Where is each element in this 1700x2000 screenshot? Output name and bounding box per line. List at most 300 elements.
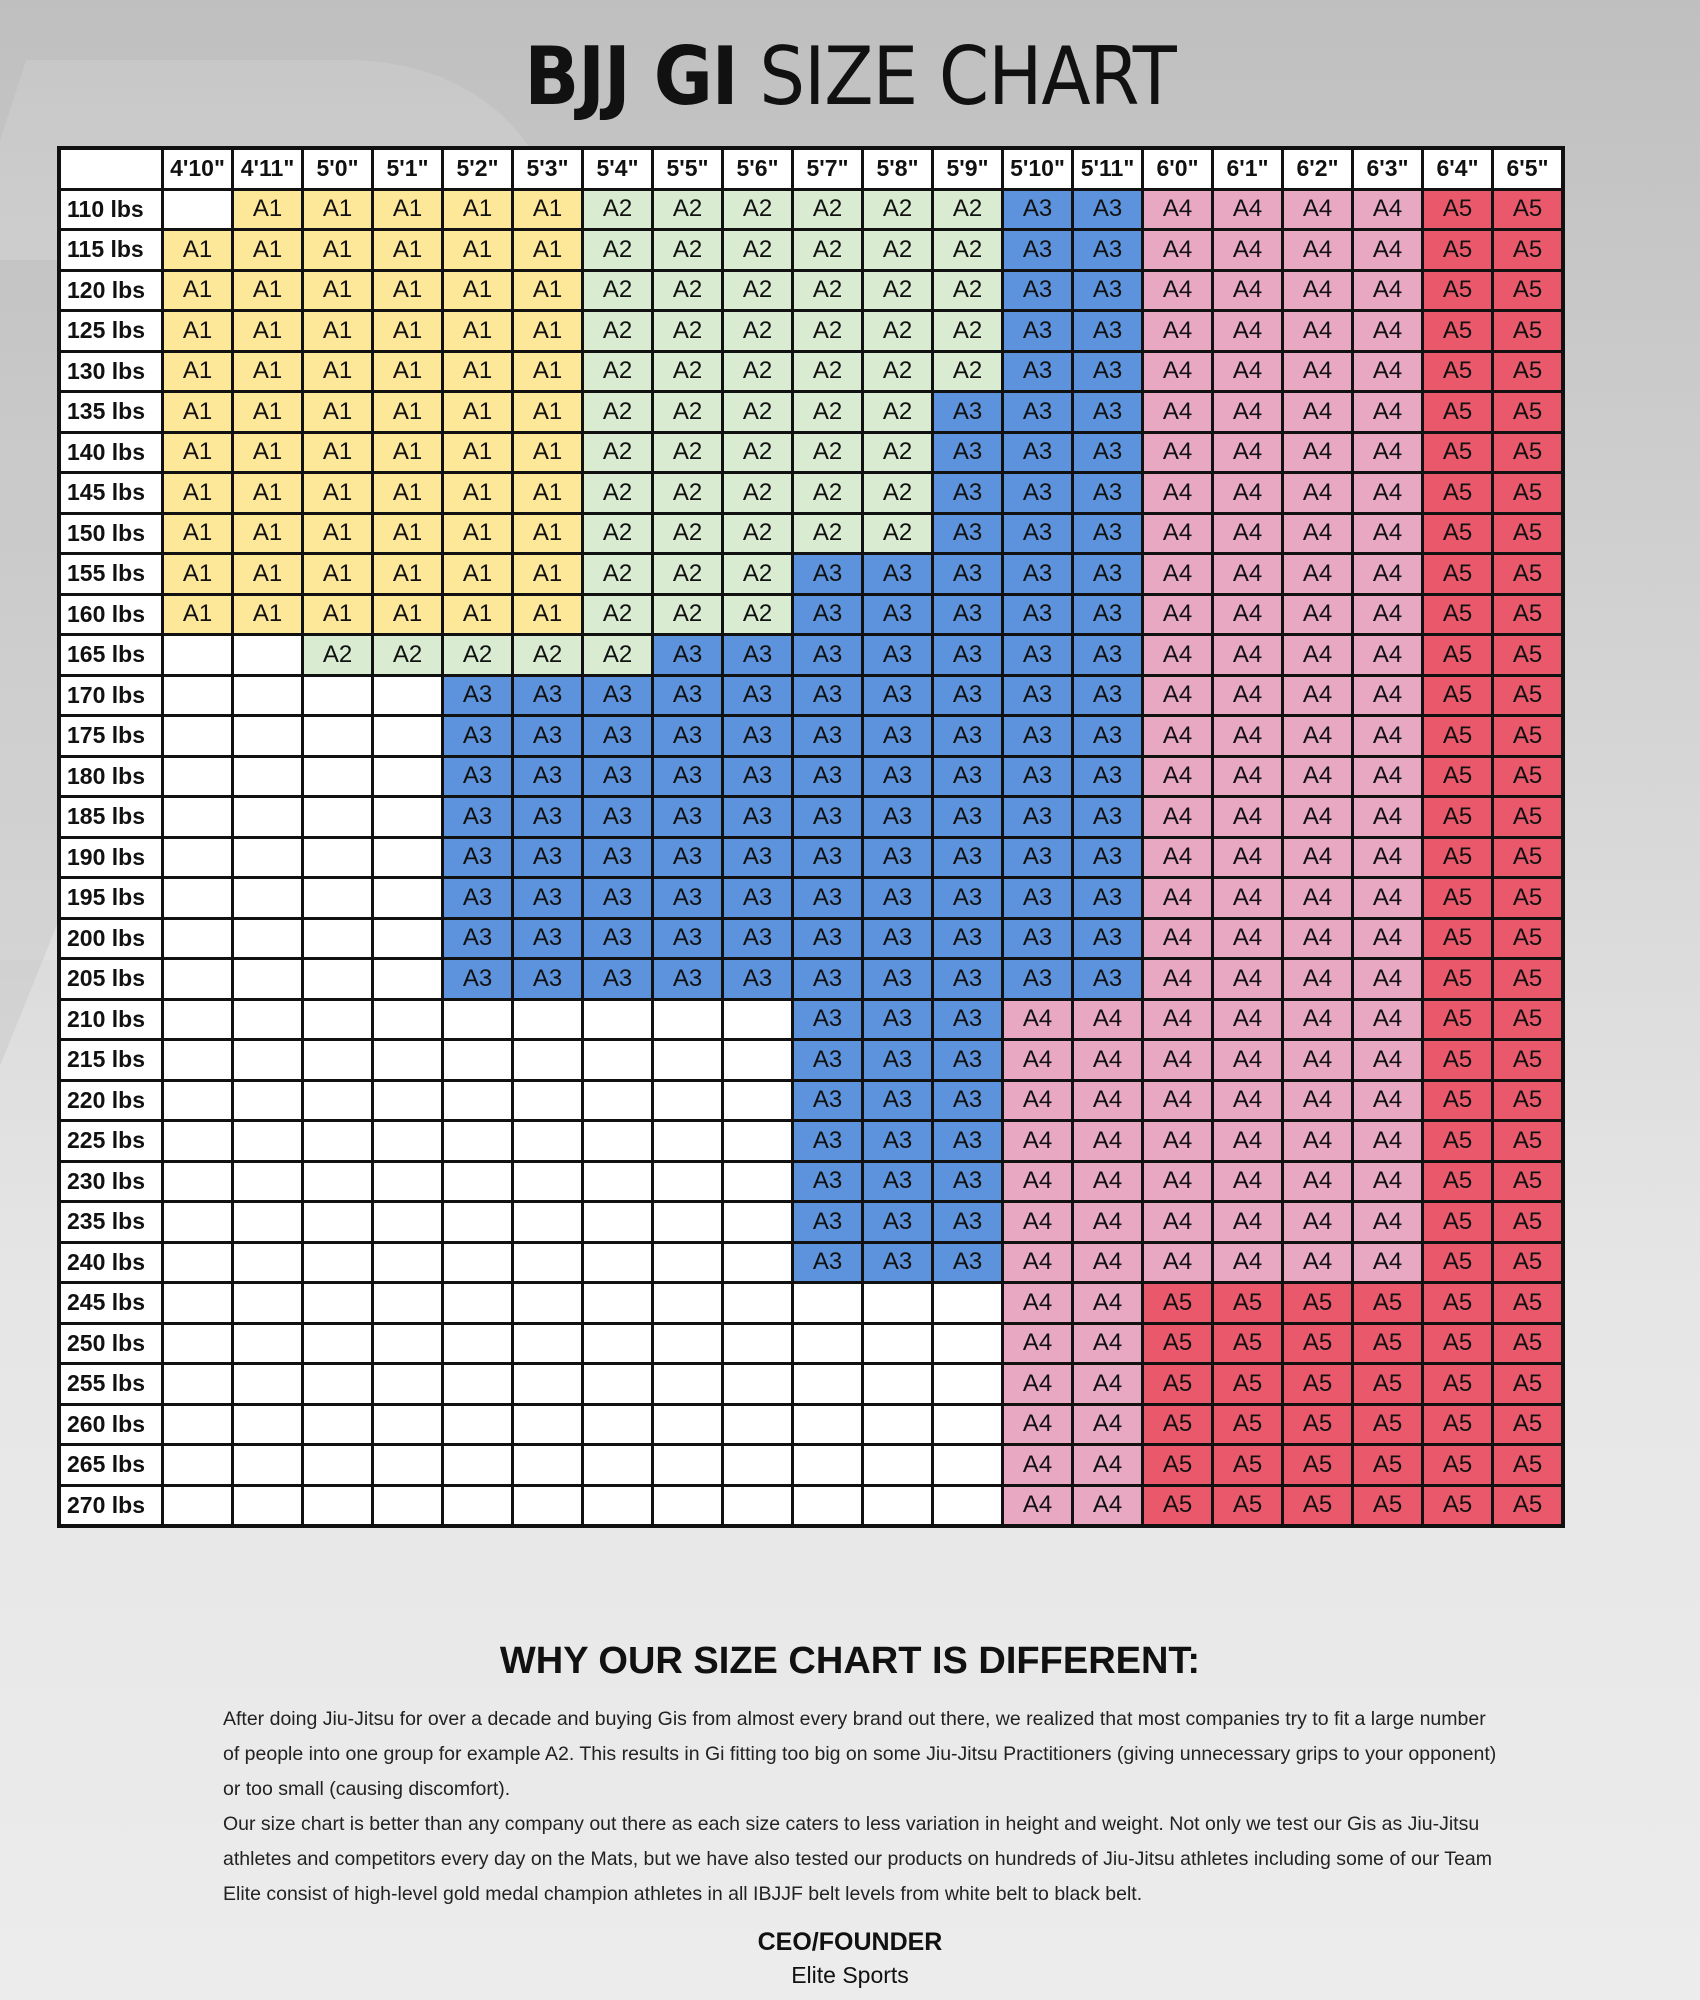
empty-cell — [373, 1323, 443, 1364]
size-cell: A3 — [863, 1121, 933, 1162]
empty-cell — [373, 716, 443, 757]
size-cell: A4 — [1353, 999, 1423, 1040]
size-cell: A3 — [1073, 594, 1143, 635]
size-cell: A4 — [1283, 918, 1353, 959]
size-cell: A5 — [1423, 473, 1493, 514]
weight-label: 215 lbs — [59, 1040, 163, 1081]
size-cell: A4 — [1213, 1202, 1283, 1243]
size-cell: A4 — [1353, 189, 1423, 230]
size-cell: A4 — [1353, 1040, 1423, 1081]
signature-company: Elite Sports — [791, 1962, 909, 1988]
size-cell: A5 — [1493, 1283, 1564, 1324]
size-cell: A4 — [1353, 837, 1423, 878]
empty-cell — [443, 1404, 513, 1445]
size-cell: A4 — [1283, 270, 1353, 311]
size-cell: A5 — [1353, 1485, 1423, 1526]
empty-cell — [653, 1283, 723, 1324]
size-cell: A5 — [1493, 1040, 1564, 1081]
empty-cell — [443, 1161, 513, 1202]
empty-cell — [373, 878, 443, 919]
size-cell: A5 — [1493, 959, 1564, 1000]
size-cell: A1 — [443, 270, 513, 311]
size-cell: A1 — [513, 392, 583, 433]
empty-cell — [723, 1202, 793, 1243]
size-cell: A4 — [1213, 513, 1283, 554]
empty-cell — [303, 1242, 373, 1283]
empty-cell — [653, 1040, 723, 1081]
table-row — [59, 513, 1563, 554]
size-cell: A1 — [233, 594, 303, 635]
size-cell: A4 — [1073, 1364, 1143, 1405]
size-cell: A4 — [1143, 311, 1213, 352]
size-cell: A3 — [653, 756, 723, 797]
size-cell: A3 — [583, 959, 653, 1000]
size-cell: A4 — [1143, 878, 1213, 919]
empty-cell — [373, 756, 443, 797]
size-cell: A5 — [1423, 513, 1493, 554]
size-cell: A3 — [513, 878, 583, 919]
size-cell: A2 — [793, 230, 863, 271]
size-cell: A4 — [1213, 1040, 1283, 1081]
size-cell: A3 — [793, 959, 863, 1000]
table-row — [59, 878, 1563, 919]
size-cell: A1 — [443, 311, 513, 352]
size-cell: A3 — [653, 878, 723, 919]
weight-label: 265 lbs — [59, 1445, 163, 1486]
size-cell: A2 — [583, 392, 653, 433]
empty-cell — [793, 1283, 863, 1324]
size-cell: A5 — [1423, 918, 1493, 959]
size-cell: A2 — [373, 635, 443, 676]
size-cell: A3 — [1073, 635, 1143, 676]
size-cell: A3 — [443, 878, 513, 919]
size-cell: A3 — [933, 878, 1003, 919]
size-cell: A1 — [163, 473, 233, 514]
size-cell: A5 — [1423, 959, 1493, 1000]
empty-cell — [723, 1121, 793, 1162]
size-cell: A4 — [1353, 959, 1423, 1000]
size-cell: A5 — [1353, 1364, 1423, 1405]
empty-cell — [163, 1323, 233, 1364]
weight-label: 160 lbs — [59, 594, 163, 635]
weight-label: 190 lbs — [59, 837, 163, 878]
size-cell: A5 — [1423, 554, 1493, 595]
size-cell: A1 — [513, 432, 583, 473]
size-cell: A3 — [933, 594, 1003, 635]
size-cell: A3 — [583, 716, 653, 757]
size-cell: A3 — [793, 1040, 863, 1081]
empty-cell — [793, 1364, 863, 1405]
table-row — [59, 230, 1563, 271]
size-cell: A5 — [1493, 432, 1564, 473]
empty-cell — [303, 1283, 373, 1324]
size-cell: A4 — [1353, 716, 1423, 757]
empty-cell — [233, 675, 303, 716]
height-header: 4'11" — [233, 148, 303, 189]
size-cell: A3 — [793, 635, 863, 676]
table-row — [59, 432, 1563, 473]
size-cell: A4 — [1213, 1080, 1283, 1121]
empty-cell — [233, 1445, 303, 1486]
size-cell: A3 — [1073, 432, 1143, 473]
size-cell: A5 — [1353, 1404, 1423, 1445]
weight-label: 260 lbs — [59, 1404, 163, 1445]
size-cell: A3 — [443, 797, 513, 838]
size-cell: A3 — [513, 837, 583, 878]
height-header: 4'10" — [163, 148, 233, 189]
size-cell: A3 — [933, 797, 1003, 838]
size-cell: A5 — [1423, 230, 1493, 271]
size-cell: A4 — [1283, 513, 1353, 554]
empty-cell — [653, 1080, 723, 1121]
size-cell: A5 — [1283, 1364, 1353, 1405]
size-cell: A3 — [443, 756, 513, 797]
size-cell: A5 — [1493, 918, 1564, 959]
size-cell: A4 — [1213, 1161, 1283, 1202]
size-cell: A1 — [443, 432, 513, 473]
empty-cell — [303, 1161, 373, 1202]
empty-cell — [863, 1323, 933, 1364]
size-cell: A4 — [1283, 675, 1353, 716]
empty-cell — [863, 1364, 933, 1405]
size-cell: A4 — [1143, 1080, 1213, 1121]
empty-cell — [443, 1364, 513, 1405]
size-cell: A4 — [1353, 270, 1423, 311]
size-cell: A2 — [653, 311, 723, 352]
size-cell: A3 — [863, 1202, 933, 1243]
why-heading: WHY OUR SIZE CHART IS DIFFERENT: — [499, 1640, 1201, 1682]
size-cell: A2 — [723, 189, 793, 230]
size-cell: A3 — [793, 594, 863, 635]
size-cell: A5 — [1213, 1404, 1283, 1445]
empty-cell — [653, 1242, 723, 1283]
size-cell: A3 — [583, 797, 653, 838]
table-row — [59, 635, 1563, 676]
height-header: 6'4" — [1423, 148, 1493, 189]
empty-cell — [443, 1445, 513, 1486]
size-cell: A2 — [443, 635, 513, 676]
empty-cell — [233, 878, 303, 919]
size-cell: A3 — [1073, 392, 1143, 433]
size-cell: A2 — [583, 351, 653, 392]
size-cell: A4 — [1213, 837, 1283, 878]
empty-cell — [163, 675, 233, 716]
size-cell: A3 — [1003, 311, 1073, 352]
size-cell: A5 — [1423, 1445, 1493, 1486]
table-row — [59, 311, 1563, 352]
weight-label: 140 lbs — [59, 432, 163, 473]
size-cell: A4 — [1283, 189, 1353, 230]
size-cell: A3 — [583, 837, 653, 878]
size-cell: A3 — [653, 675, 723, 716]
size-cell: A4 — [1213, 432, 1283, 473]
size-cell: A5 — [1493, 1445, 1564, 1486]
size-cell: A4 — [1073, 1445, 1143, 1486]
size-cell: A1 — [373, 473, 443, 514]
empty-cell — [163, 1485, 233, 1526]
size-cell: A5 — [1423, 716, 1493, 757]
empty-cell — [163, 878, 233, 919]
size-cell: A1 — [443, 473, 513, 514]
size-cell: A4 — [1283, 716, 1353, 757]
table-row — [59, 999, 1563, 1040]
size-cell: A5 — [1493, 270, 1564, 311]
empty-cell — [163, 189, 233, 230]
size-cell: A4 — [1283, 351, 1353, 392]
empty-cell — [513, 1364, 583, 1405]
size-cell: A2 — [863, 473, 933, 514]
table-row — [59, 716, 1563, 757]
table-row — [59, 1404, 1563, 1445]
size-cell: A4 — [1143, 797, 1213, 838]
size-cell: A1 — [303, 311, 373, 352]
size-cell: A3 — [863, 716, 933, 757]
empty-cell — [933, 1485, 1003, 1526]
size-cell: A3 — [793, 999, 863, 1040]
size-cell: A1 — [513, 594, 583, 635]
size-cell: A2 — [793, 189, 863, 230]
empty-cell — [583, 1323, 653, 1364]
size-cell: A4 — [1143, 675, 1213, 716]
weight-label: 270 lbs — [59, 1485, 163, 1526]
table-row — [59, 1485, 1563, 1526]
size-cell: A3 — [863, 959, 933, 1000]
size-cell: A5 — [1423, 351, 1493, 392]
empty-cell — [863, 1485, 933, 1526]
weight-label: 120 lbs — [59, 270, 163, 311]
size-cell: A5 — [1143, 1485, 1213, 1526]
size-cell: A4 — [1283, 797, 1353, 838]
size-cell: A2 — [863, 513, 933, 554]
table-row — [59, 392, 1563, 433]
size-cell: A3 — [1073, 837, 1143, 878]
size-cell: A3 — [933, 1242, 1003, 1283]
size-cell: A3 — [653, 635, 723, 676]
weight-label: 245 lbs — [59, 1283, 163, 1324]
size-cell: A3 — [793, 716, 863, 757]
size-cell: A3 — [933, 1040, 1003, 1081]
size-cell: A3 — [863, 554, 933, 595]
size-cell: A4 — [1003, 1121, 1073, 1162]
size-cell: A3 — [933, 675, 1003, 716]
size-cell: A3 — [1003, 756, 1073, 797]
empty-cell — [163, 959, 233, 1000]
empty-cell — [653, 1364, 723, 1405]
size-cell: A4 — [1073, 999, 1143, 1040]
size-cell: A3 — [793, 797, 863, 838]
size-cell: A3 — [863, 1161, 933, 1202]
size-cell: A5 — [1493, 999, 1564, 1040]
table-row — [59, 1323, 1563, 1364]
size-cell: A2 — [723, 351, 793, 392]
size-cell: A1 — [373, 311, 443, 352]
size-cell: A4 — [1213, 1121, 1283, 1162]
size-cell: A4 — [1003, 1283, 1073, 1324]
empty-cell — [863, 1445, 933, 1486]
size-cell: A3 — [1073, 473, 1143, 514]
empty-cell — [303, 797, 373, 838]
empty-cell — [933, 1404, 1003, 1445]
size-cell: A2 — [653, 392, 723, 433]
size-cell: A3 — [1073, 878, 1143, 919]
size-cell: A5 — [1493, 1323, 1564, 1364]
empty-cell — [303, 675, 373, 716]
size-chart-table — [57, 146, 1565, 1528]
size-cell: A4 — [1283, 635, 1353, 676]
size-cell: A2 — [583, 189, 653, 230]
size-cell: A1 — [513, 554, 583, 595]
empty-cell — [163, 1121, 233, 1162]
size-cell: A3 — [1073, 797, 1143, 838]
size-cell: A4 — [1073, 1121, 1143, 1162]
size-cell: A4 — [1003, 1485, 1073, 1526]
size-cell: A5 — [1423, 189, 1493, 230]
size-cell: A3 — [723, 918, 793, 959]
empty-cell — [303, 878, 373, 919]
size-cell: A4 — [1353, 756, 1423, 797]
empty-cell — [373, 1161, 443, 1202]
empty-cell — [233, 1040, 303, 1081]
size-cell: A2 — [653, 351, 723, 392]
size-cell: A5 — [1353, 1323, 1423, 1364]
size-cell: A3 — [513, 756, 583, 797]
empty-cell — [303, 999, 373, 1040]
empty-cell — [233, 959, 303, 1000]
size-cell: A3 — [1003, 554, 1073, 595]
size-cell: A5 — [1423, 1323, 1493, 1364]
size-cell: A1 — [513, 189, 583, 230]
size-cell: A4 — [1073, 1485, 1143, 1526]
size-cell: A3 — [1073, 513, 1143, 554]
size-cell: A4 — [1283, 311, 1353, 352]
empty-cell — [513, 1283, 583, 1324]
size-cell: A4 — [1283, 756, 1353, 797]
size-cell: A5 — [1423, 594, 1493, 635]
size-cell: A1 — [443, 392, 513, 433]
size-cell: A5 — [1423, 756, 1493, 797]
size-cell: A4 — [1353, 392, 1423, 433]
size-cell: A3 — [583, 878, 653, 919]
weight-label: 170 lbs — [59, 675, 163, 716]
table-row — [59, 675, 1563, 716]
size-cell: A4 — [1003, 1242, 1073, 1283]
size-cell: A3 — [1073, 230, 1143, 271]
size-cell: A4 — [1003, 1364, 1073, 1405]
height-header: 5'7" — [793, 148, 863, 189]
size-cell: A3 — [1003, 473, 1073, 514]
size-cell: A2 — [793, 311, 863, 352]
size-cell: A3 — [513, 675, 583, 716]
size-cell: A3 — [1073, 716, 1143, 757]
size-cell: A4 — [1213, 473, 1283, 514]
table-row — [59, 959, 1563, 1000]
empty-cell — [513, 1121, 583, 1162]
size-cell: A3 — [1003, 635, 1073, 676]
size-cell: A3 — [863, 675, 933, 716]
size-cell: A5 — [1493, 230, 1564, 271]
size-cell: A3 — [723, 675, 793, 716]
empty-cell — [303, 716, 373, 757]
empty-cell — [233, 837, 303, 878]
size-cell: A2 — [793, 432, 863, 473]
size-cell: A4 — [1283, 1121, 1353, 1162]
size-cell: A1 — [373, 554, 443, 595]
size-cell: A4 — [1213, 959, 1283, 1000]
size-cell: A3 — [863, 1080, 933, 1121]
empty-cell — [933, 1283, 1003, 1324]
size-cell: A1 — [513, 230, 583, 271]
empty-cell — [373, 797, 443, 838]
size-cell: A3 — [1003, 918, 1073, 959]
size-cell: A5 — [1143, 1445, 1213, 1486]
size-cell: A2 — [653, 189, 723, 230]
table-row — [59, 1445, 1563, 1486]
size-cell: A3 — [933, 756, 1003, 797]
size-cell: A5 — [1423, 1283, 1493, 1324]
size-cell: A5 — [1213, 1364, 1283, 1405]
size-cell: A5 — [1423, 1485, 1493, 1526]
size-cell: A4 — [1003, 1323, 1073, 1364]
size-cell: A5 — [1213, 1283, 1283, 1324]
empty-cell — [233, 1283, 303, 1324]
size-cell: A4 — [1283, 1040, 1353, 1081]
size-cell: A3 — [933, 1202, 1003, 1243]
weight-label: 175 lbs — [59, 716, 163, 757]
size-cell: A1 — [373, 392, 443, 433]
size-cell: A3 — [723, 756, 793, 797]
size-cell: A1 — [373, 513, 443, 554]
size-cell: A4 — [1003, 1040, 1073, 1081]
size-cell: A1 — [233, 230, 303, 271]
empty-cell — [373, 959, 443, 1000]
size-cell: A4 — [1283, 959, 1353, 1000]
size-cell: A2 — [723, 594, 793, 635]
empty-cell — [233, 1323, 303, 1364]
size-cell: A1 — [513, 311, 583, 352]
size-cell: A3 — [933, 837, 1003, 878]
empty-cell — [163, 1080, 233, 1121]
size-cell: A2 — [583, 554, 653, 595]
size-cell: A3 — [1003, 716, 1073, 757]
size-cell: A5 — [1493, 837, 1564, 878]
empty-cell — [373, 918, 443, 959]
height-header: 6'2" — [1283, 148, 1353, 189]
size-cell: A5 — [1423, 1080, 1493, 1121]
table-row — [59, 756, 1563, 797]
table-row — [59, 1283, 1563, 1324]
weight-label: 155 lbs — [59, 554, 163, 595]
size-cell: A3 — [793, 837, 863, 878]
weight-label: 220 lbs — [59, 1080, 163, 1121]
weight-label: 240 lbs — [59, 1242, 163, 1283]
size-cell: A1 — [303, 230, 373, 271]
size-cell: A3 — [723, 837, 793, 878]
size-cell: A3 — [933, 635, 1003, 676]
size-cell: A4 — [1143, 1161, 1213, 1202]
empty-cell — [233, 1364, 303, 1405]
table-row — [59, 918, 1563, 959]
table-row — [59, 797, 1563, 838]
size-cell: A4 — [1143, 513, 1213, 554]
size-cell: A1 — [303, 270, 373, 311]
size-cell: A2 — [653, 230, 723, 271]
size-cell: A3 — [513, 797, 583, 838]
height-header: 6'3" — [1353, 148, 1423, 189]
size-cell: A5 — [1353, 1283, 1423, 1324]
empty-cell — [233, 756, 303, 797]
weight-label: 185 lbs — [59, 797, 163, 838]
empty-cell — [163, 1161, 233, 1202]
